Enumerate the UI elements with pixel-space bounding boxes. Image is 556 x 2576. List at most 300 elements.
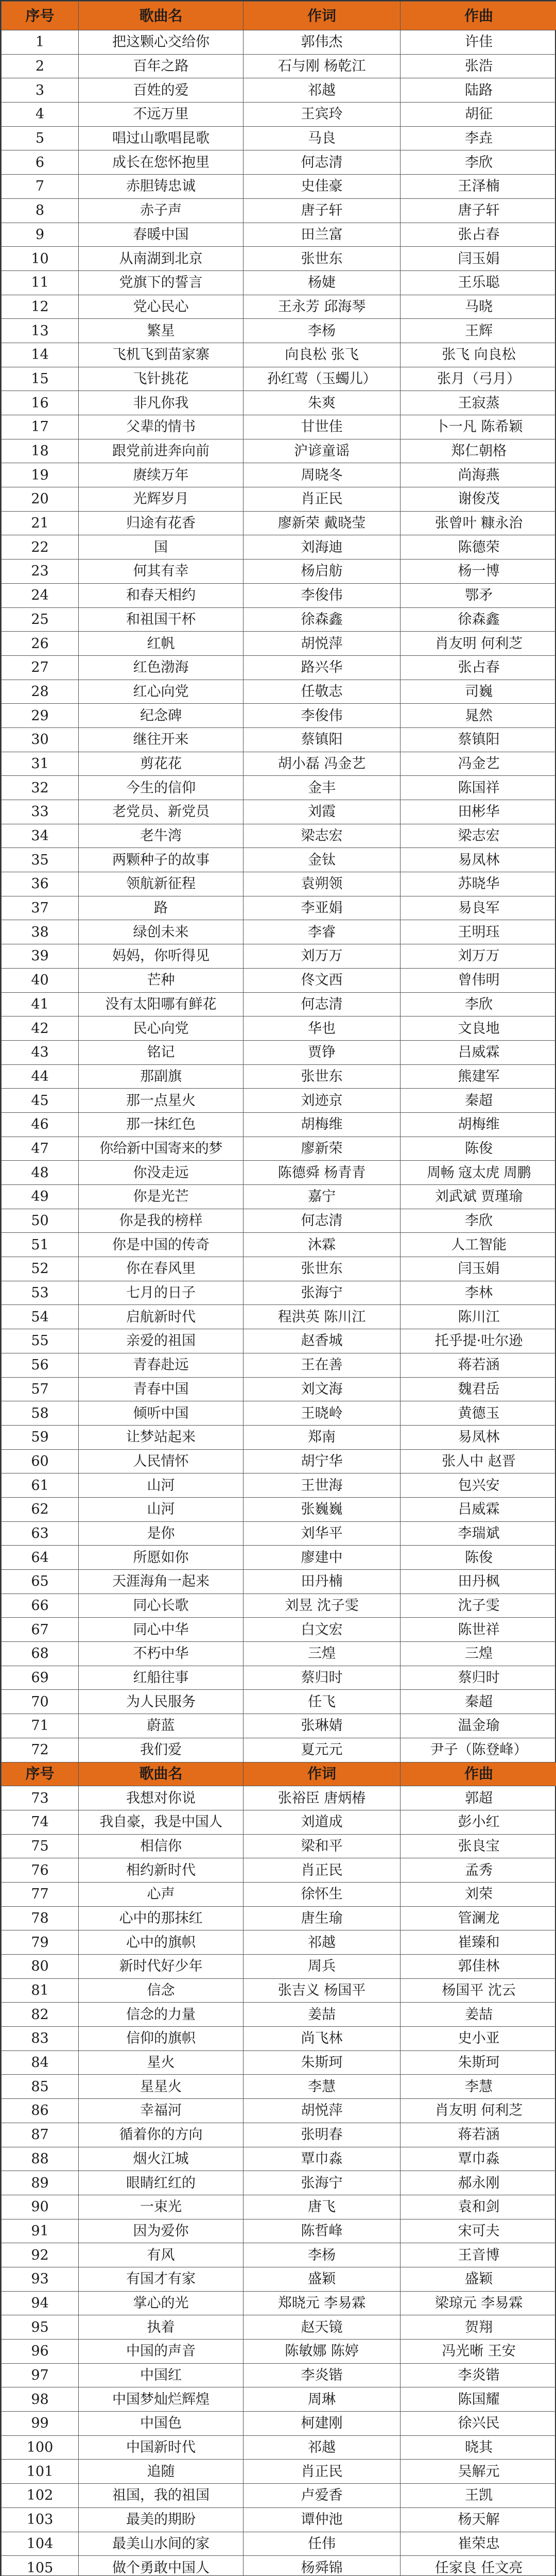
row-no: 54 [2, 1305, 79, 1329]
row-no: 13 [2, 319, 79, 343]
row-no: 11 [2, 270, 79, 295]
row-lyricist: 盛颖 [244, 2267, 401, 2291]
row-composer: 吕威霖 [401, 1040, 556, 1064]
row-composer: 郝永刚 [401, 2171, 556, 2195]
row-composer: 蔡镇阳 [401, 727, 556, 752]
row-no: 84 [2, 2050, 79, 2075]
row-lyricist: 三煌 [244, 1642, 401, 1666]
row-no: 39 [2, 944, 79, 969]
row-no: 102 [2, 2484, 79, 2508]
table-row [2, 896, 556, 920]
row-lyricist: 覃巾淼 [244, 2147, 401, 2171]
row-lyricist: 何志清 [244, 150, 401, 175]
row-no: 72 [2, 1738, 79, 1762]
row-composer: 徐兴民 [401, 2412, 556, 2436]
table-row [2, 752, 556, 776]
row-no: 5 [2, 126, 79, 150]
header-title: 歌曲名 [79, 2, 244, 30]
row-no: 8 [2, 198, 79, 223]
row-lyricist: 马良 [244, 126, 401, 150]
row-no: 65 [2, 1570, 79, 1594]
table-row [2, 1185, 556, 1209]
row-no: 21 [2, 511, 79, 535]
row-no: 75 [2, 1834, 79, 1858]
row-title: 跟党前进奔向前 [79, 439, 244, 463]
row-title: 最美山水间的家 [79, 2532, 244, 2556]
row-lyricist: 杨舜锦 [244, 2556, 401, 2576]
row-no: 37 [2, 896, 79, 920]
table-row [2, 1497, 556, 1521]
row-title: 不朽中华 [79, 1642, 244, 1666]
row-lyricist: 徐森鑫 [244, 607, 401, 632]
row-title: 党心民心 [79, 295, 244, 319]
table-row [2, 1089, 556, 1113]
row-composer: 田丹枫 [401, 1570, 556, 1594]
row-title: 红色渤海 [79, 655, 244, 680]
row-title: 山河 [79, 1497, 244, 1521]
row-title: 你给新中国寄来的梦 [79, 1137, 244, 1161]
row-title: 两颗种子的故事 [79, 848, 244, 872]
row-title: 星星火 [79, 2075, 244, 2099]
row-lyricist: 王在善 [244, 1353, 401, 1377]
row-composer: 王寂蒸 [401, 391, 556, 415]
row-lyricist: 胡宁华 [244, 1449, 401, 1473]
table-row [2, 2507, 556, 2532]
row-title: 我自豪，我是中国人 [79, 1810, 244, 1834]
row-composer: 秦超 [401, 1089, 556, 1113]
row-lyricist: 张明春 [244, 2123, 401, 2147]
row-composer: 晁然 [401, 704, 556, 728]
row-lyricist: 白文宏 [244, 1618, 401, 1642]
row-composer: 李欣 [401, 150, 556, 175]
row-composer: 梁琼元 李易霖 [401, 2291, 556, 2315]
row-lyricist: 路兴华 [244, 655, 401, 680]
row-lyricist: 石与刚 杨乾江 [244, 54, 401, 78]
row-title: 幸福河 [79, 2099, 244, 2123]
row-composer: 易凤林 [401, 1425, 556, 1449]
row-lyricist: 朱爽 [244, 391, 401, 415]
row-no: 80 [2, 1955, 79, 1979]
row-lyricist: 姜喆 [244, 2003, 401, 2027]
row-title: 民心向党 [79, 1016, 244, 1041]
row-title: 国 [79, 535, 244, 560]
row-composer: 郭超 [401, 1786, 556, 1810]
header-no: 序号 [2, 2, 79, 30]
table-row [2, 1738, 556, 1762]
row-lyricist: 金钛 [244, 848, 401, 872]
row-no: 22 [2, 535, 79, 560]
row-title: 祖国，我的祖国 [79, 2484, 244, 2508]
row-lyricist: 梁和平 [244, 1834, 401, 1858]
row-lyricist: 贾铮 [244, 1040, 401, 1064]
row-title: 最美的期盼 [79, 2507, 244, 2532]
row-lyricist: 张巍巍 [244, 1497, 401, 1521]
row-title: 繁星 [79, 319, 244, 343]
table-row [2, 126, 556, 150]
row-title: 新时代好少年 [79, 1955, 244, 1979]
row-no: 29 [2, 704, 79, 728]
row-lyricist: 梁志宏 [244, 824, 401, 848]
table-row [2, 535, 556, 560]
row-lyricist: 张琳婧 [244, 1714, 401, 1738]
row-no: 20 [2, 487, 79, 512]
row-composer: 崔臻和 [401, 1930, 556, 1955]
row-lyricist: 何志清 [244, 1209, 401, 1233]
row-no: 61 [2, 1473, 79, 1498]
row-title: 人民情怀 [79, 1449, 244, 1473]
table-row [2, 2219, 556, 2243]
table-row [2, 1594, 556, 1618]
row-no: 44 [2, 1064, 79, 1089]
table-row [2, 1473, 556, 1498]
table-row [2, 2099, 556, 2123]
row-composer: 宋可夫 [401, 2219, 556, 2243]
row-composer: 肖友明 何利芝 [401, 2099, 556, 2123]
row-composer: 张曾叶 糠永治 [401, 511, 556, 535]
row-composer: 胡征 [401, 103, 556, 127]
row-title: 青春赴远 [79, 1353, 244, 1377]
row-lyricist: 王永芳 邱海琴 [244, 295, 401, 319]
row-no: 47 [2, 1137, 79, 1161]
row-no: 74 [2, 1810, 79, 1834]
row-title: 那一点星火 [79, 1089, 244, 1113]
row-lyricist: 卢爱香 [244, 2484, 401, 2508]
row-no: 105 [2, 2556, 79, 2576]
row-title: 相信你 [79, 1834, 244, 1858]
row-lyricist: 陈德舜 杨青青 [244, 1161, 401, 1185]
table-row [2, 2003, 556, 2027]
table-row [2, 1834, 556, 1858]
table-row [2, 487, 556, 512]
row-composer: 李林 [401, 1281, 556, 1305]
row-lyricist: 王世海 [244, 1473, 401, 1498]
row-no: 104 [2, 2532, 79, 2556]
row-composer: 陈俊 [401, 1546, 556, 1570]
table-row [2, 2195, 556, 2219]
row-no: 90 [2, 2195, 79, 2219]
row-title: 归途有花香 [79, 511, 244, 535]
row-title: 倾听中国 [79, 1401, 244, 1426]
row-lyricist: 张吉义 杨国平 [244, 1978, 401, 2003]
row-title: 我想对你说 [79, 1786, 244, 1810]
row-no: 98 [2, 2387, 79, 2412]
row-composer: 苏晓华 [401, 872, 556, 896]
row-composer: 王凯 [401, 2484, 556, 2508]
table-row [2, 655, 556, 680]
row-lyricist: 李亚娟 [244, 896, 401, 920]
row-lyricist: 向良松 张飞 [244, 343, 401, 367]
table-header-row [2, 2, 556, 30]
row-no: 4 [2, 103, 79, 127]
table-row [2, 2532, 556, 2556]
row-no: 34 [2, 824, 79, 848]
row-no: 77 [2, 1882, 79, 1906]
row-composer: 杨国平 沈云 [401, 1978, 556, 2003]
row-composer: 陈国祥 [401, 776, 556, 800]
row-no: 58 [2, 1401, 79, 1426]
row-composer: 贺翔 [401, 2315, 556, 2340]
row-no: 35 [2, 848, 79, 872]
row-title: 有国才有家 [79, 2267, 244, 2291]
row-composer: 人工智能 [401, 1233, 556, 1257]
table-row [2, 2340, 556, 2364]
row-no: 69 [2, 1666, 79, 1690]
row-title: 红心向党 [79, 680, 244, 704]
table-row [2, 2363, 556, 2387]
row-title: 你是我的榜样 [79, 1209, 244, 1233]
row-title: 从南湖到北京 [79, 247, 244, 271]
table-row [2, 2050, 556, 2075]
row-lyricist: 胡梅维 [244, 1112, 401, 1137]
row-title: 一束光 [79, 2195, 244, 2219]
row-composer: 熊建军 [401, 1064, 556, 1089]
row-composer: 闫玉娟 [401, 247, 556, 271]
row-composer: 胡梅维 [401, 1112, 556, 1137]
row-no: 100 [2, 2435, 79, 2460]
row-composer: 肖友明 何利芝 [401, 632, 556, 656]
row-composer: 晓其 [401, 2435, 556, 2460]
table-row [2, 776, 556, 800]
row-title: 信念 [79, 1978, 244, 2003]
row-composer: 蒋若涵 [401, 2123, 556, 2147]
row-title: 剪花花 [79, 752, 244, 776]
row-composer: 田彬华 [401, 800, 556, 824]
row-no: 101 [2, 2460, 79, 2484]
row-lyricist: 张海宁 [244, 1281, 401, 1305]
row-title: 何其有幸 [79, 560, 244, 584]
row-no: 25 [2, 607, 79, 632]
row-no: 87 [2, 2123, 79, 2147]
row-title: 同心长歌 [79, 1594, 244, 1618]
row-composer: 郭佳林 [401, 1955, 556, 1979]
row-lyricist: 夏元元 [244, 1738, 401, 1762]
row-lyricist: 赵香城 [244, 1329, 401, 1353]
row-title: 那副旗 [79, 1064, 244, 1089]
row-composer: 周畅 寇太虎 周鹏 [401, 1161, 556, 1185]
row-lyricist: 任伟 [244, 2532, 401, 2556]
table-row [2, 1642, 556, 1666]
row-no: 14 [2, 343, 79, 367]
row-no: 96 [2, 2340, 79, 2364]
table-row [2, 247, 556, 271]
row-composer: 陈国耀 [401, 2387, 556, 2412]
row-no: 49 [2, 1185, 79, 1209]
row-no: 56 [2, 1353, 79, 1377]
row-title: 做个勇敢中国人 [79, 2556, 244, 2576]
table-row [2, 2027, 556, 2051]
row-composer: 王辉 [401, 319, 556, 343]
row-no: 79 [2, 1930, 79, 1955]
row-title: 党旗下的誓言 [79, 270, 244, 295]
row-composer: 包兴安 [401, 1473, 556, 1498]
table-row [2, 2315, 556, 2340]
row-lyricist: 谭仲池 [244, 2507, 401, 2532]
table-row [2, 30, 556, 55]
table-row [2, 511, 556, 535]
row-lyricist: 祁越 [244, 78, 401, 103]
table-row [2, 1714, 556, 1738]
row-title: 今生的信仰 [79, 776, 244, 800]
table-row [2, 1546, 556, 1570]
row-composer: 盛颖 [401, 2267, 556, 2291]
row-lyricist: 袁朔领 [244, 872, 401, 896]
row-lyricist: 何志清 [244, 992, 401, 1016]
row-no: 64 [2, 1546, 79, 1570]
row-title: 我们爱 [79, 1738, 244, 1762]
row-composer: 刘荣 [401, 1882, 556, 1906]
row-composer: 易凤林 [401, 848, 556, 872]
table-row [2, 1978, 556, 2003]
row-title: 执着 [79, 2315, 244, 2340]
row-no: 23 [2, 560, 79, 584]
row-no: 81 [2, 1978, 79, 2003]
table-row [2, 150, 556, 175]
row-composer: 张良宝 [401, 1834, 556, 1858]
row-composer: 郑仁朝格 [401, 439, 556, 463]
row-composer: 王音博 [401, 2243, 556, 2267]
table-row [2, 560, 556, 584]
row-composer: 蒋若涵 [401, 1353, 556, 1377]
row-lyricist: 刘文海 [244, 1377, 401, 1401]
row-no: 17 [2, 415, 79, 439]
row-composer: 易良军 [401, 896, 556, 920]
subheader-composer: 作曲 [401, 1762, 556, 1786]
row-composer: 张飞 向良松 [401, 343, 556, 367]
row-lyricist: 赵天镜 [244, 2315, 401, 2340]
row-lyricist: 胡悦萍 [244, 2099, 401, 2123]
row-composer: 张浩 [401, 54, 556, 78]
row-composer: 孟秀 [401, 1858, 556, 1883]
table-row [2, 1906, 556, 1930]
row-no: 32 [2, 776, 79, 800]
row-composer: 冯光晰 王安 [401, 2340, 556, 2364]
row-title: 非凡你我 [79, 391, 244, 415]
table-row [2, 1040, 556, 1064]
row-lyricist: 金丰 [244, 776, 401, 800]
row-title: 七月的日子 [79, 1281, 244, 1305]
row-composer: 梁志宏 [401, 824, 556, 848]
row-title: 中国的声音 [79, 2340, 244, 2364]
row-composer: 王乐聪 [401, 270, 556, 295]
table-row [2, 463, 556, 487]
row-lyricist: 张裕臣 唐炳椿 [244, 1786, 401, 1810]
row-lyricist: 肖正民 [244, 487, 401, 512]
row-lyricist: 刘海迪 [244, 535, 401, 560]
row-no: 52 [2, 1257, 79, 1281]
table-row [2, 920, 556, 944]
row-composer: 张占春 [401, 655, 556, 680]
row-no: 33 [2, 800, 79, 824]
row-composer: 徐森鑫 [401, 607, 556, 632]
row-no: 36 [2, 872, 79, 896]
row-no: 6 [2, 150, 79, 175]
table-row [2, 270, 556, 295]
row-composer: 许佳 [401, 30, 556, 55]
row-title: 亲爱的祖国 [79, 1329, 244, 1353]
row-title: 百年之路 [79, 54, 244, 78]
table-row [2, 1016, 556, 1041]
row-composer: 三煌 [401, 1642, 556, 1666]
table-row [2, 800, 556, 824]
row-lyricist: 张世东 [244, 1257, 401, 1281]
table-row [2, 343, 556, 367]
table-row [2, 1281, 556, 1305]
row-lyricist: 唐飞 [244, 2195, 401, 2219]
row-title: 飞机飞到苗家寨 [79, 343, 244, 367]
table-row [2, 1618, 556, 1642]
row-composer: 马晓 [401, 295, 556, 319]
row-title: 中国新时代 [79, 2435, 244, 2460]
row-lyricist: 王宾玲 [244, 103, 401, 127]
row-lyricist: 唐生瑜 [244, 1906, 401, 1930]
row-title: 芒种 [79, 968, 244, 992]
table-row [2, 175, 556, 199]
row-composer: 陈德荣 [401, 535, 556, 560]
row-title: 赓续万年 [79, 463, 244, 487]
row-lyricist: 甘世佳 [244, 415, 401, 439]
row-composer: 冯金艺 [401, 752, 556, 776]
row-no: 51 [2, 1233, 79, 1257]
table-row [2, 727, 556, 752]
row-no: 94 [2, 2291, 79, 2315]
row-no: 2 [2, 54, 79, 78]
row-composer: 蔡归时 [401, 1666, 556, 1690]
table-row [2, 2556, 556, 2576]
table-row [2, 1112, 556, 1137]
row-no: 28 [2, 680, 79, 704]
row-lyricist: 佟文西 [244, 968, 401, 992]
table-row [2, 1882, 556, 1906]
row-title: 天涯海角一起来 [79, 1570, 244, 1594]
table-row [2, 2291, 556, 2315]
row-no: 78 [2, 1906, 79, 1930]
row-lyricist: 张世东 [244, 1064, 401, 1089]
row-no: 55 [2, 1329, 79, 1353]
table-row [2, 2412, 556, 2436]
row-composer: 袁和剑 [401, 2195, 556, 2219]
row-no: 85 [2, 2075, 79, 2099]
row-title: 老党员、新党员 [79, 800, 244, 824]
table-row [2, 824, 556, 848]
row-no: 68 [2, 1642, 79, 1666]
row-title: 赤子声 [79, 198, 244, 223]
row-no: 86 [2, 2099, 79, 2123]
repeated-header-row [2, 1762, 556, 1786]
row-lyricist: 李俊伟 [244, 704, 401, 728]
row-composer: 李瑞斌 [401, 1521, 556, 1546]
row-lyricist: 华也 [244, 1016, 401, 1041]
row-no: 73 [2, 1786, 79, 1810]
row-no: 27 [2, 655, 79, 680]
row-composer: 张月（弓月） [401, 367, 556, 391]
row-lyricist: 杨启舫 [244, 560, 401, 584]
row-title: 你没走远 [79, 1161, 244, 1185]
row-lyricist: 刘华平 [244, 1521, 401, 1546]
row-title: 飞针挑花 [79, 367, 244, 391]
row-no: 42 [2, 1016, 79, 1041]
row-no: 48 [2, 1161, 79, 1185]
row-no: 71 [2, 1714, 79, 1738]
row-composer: 张人中 赵晋 [401, 1449, 556, 1473]
row-lyricist: 郭伟杰 [244, 30, 401, 55]
table-row [2, 1521, 556, 1546]
table-row [2, 1064, 556, 1089]
row-lyricist: 张世东 [244, 247, 401, 271]
table-row [2, 1425, 556, 1449]
row-composer: 姜喆 [401, 2003, 556, 2027]
row-no: 67 [2, 1618, 79, 1642]
row-no: 24 [2, 583, 79, 607]
